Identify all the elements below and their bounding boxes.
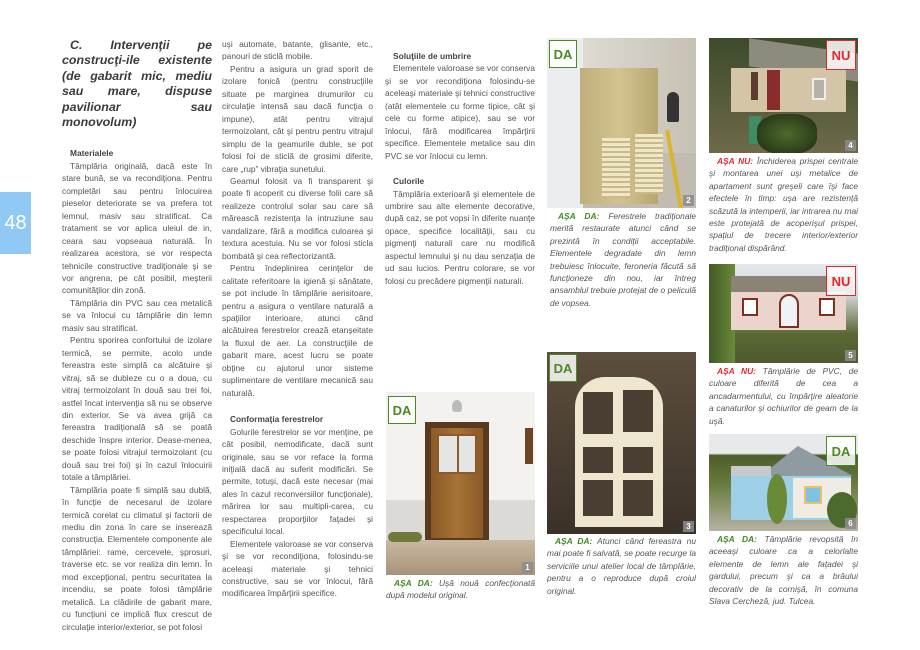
caption-label: AŞA DA: — [555, 536, 593, 546]
caption-text: Închiderea prispei centrale şi montarea unei uşi metalice de apartament sunt greşeli care îşi face efectele în timp: uşa are rezistenţă scăzută la intemperii, iar intrarea nu mai este protejată de acoperişul prispei, spaţiul de trecere interior/exterior tradiţional dispărând. — [709, 156, 858, 253]
caption-label: AŞA DA: — [717, 534, 757, 544]
paragraph: Elementele valoroase se vor conserva şi se vor recondiţiona, folosindu-se aceleaşi materiale şi tehnici constructive, sau se vor înlocui, fără modificarea împărţirii specifice. — [222, 538, 373, 599]
text-column-3 — [385, 50, 535, 287]
caption-text: Tâmplărie de PVC, de culoare diferită de cea a ancadarmentului, cu împărţire aleatorie a canaturilor şi ochiurilor de geam de la uşă. — [709, 366, 858, 426]
photo-caption-1 — [386, 577, 535, 602]
subhead-shading: Soluţiile de umbrire — [393, 51, 472, 61]
photo-number: 2 — [683, 195, 694, 206]
page-number: 48 — [4, 211, 27, 234]
caption-label: AŞA DA: — [558, 211, 600, 221]
nu-badge: NU — [826, 266, 856, 296]
photo-number: 6 — [845, 518, 856, 529]
photo-number: 5 — [845, 350, 856, 361]
nu-badge: NU — [826, 40, 856, 70]
paragraph: Geamul folosit va fi transparent şi poate fi acoperit cu diverse folii care să realizeze controlul solar sau care să mărească rezistenţa la intruziune sau vandalizare, fără a modifica culoarea şi textura acestuia. Nu se vor folosi sticla bombată şi cea reflectorizantă. — [222, 175, 373, 261]
page-number-tab — [0, 192, 31, 254]
caption-label: AŞA NU: — [717, 156, 754, 166]
paragraph: Tâmplăria din PVC sau cea metalică se va înlocui cu tâmplărie din lemn masiv sau stratificat. — [62, 297, 212, 333]
paragraph: Elementele valoroase se vor conserva şi se vor recondiţiona folosindu-se aceleaşi materiale şi tehnici constructive (atât elementele cu forme tipice, cât şi cele cu forme atipice), sau se vor înlocui, fără modificarea împărţirii specifice. Elementele metalice sau din PVC se vor înlocui cu lemn. — [385, 63, 535, 161]
photo-restored-shutters — [547, 38, 696, 208]
paragraph: Golurile ferestrelor se vor menţine, pe cât posibil, nemodificate, dacă sunt originale, sau se vor reface la forma iniţială dacă au suferit modificări. Se permite, totuşi, dacă este necesar (mai ales în cazul reconversiilor funcţionale), mărirea lor sau multipli-carea, cu respectarea proporţiilor faţadei şi specificului local. — [222, 426, 373, 537]
photo-repainted-house — [709, 434, 858, 531]
photo-caption-6 — [709, 533, 858, 607]
paragraph: Tâmplăria exterioară şi elementele de umbrire sau alte elemente decorative, după caz, se pot vopsi în diferite nuanţe opace, specifice localităţii, sau cu pigmenţi naturali care nu modifică aspectul lemnului şi nu dau senzaţia de ud sau lucios. Pentru colorare, se vor folosi cu precădere pigmenţii naturali. — [385, 188, 535, 286]
caption-text: Atunci când fereastra nu mai poate fi salvată, se poate recurge la serviciile unui atelier local de tâmplărie, pentru a o reproduce după croiul original. — [547, 536, 696, 596]
photo-caption-2 — [550, 210, 696, 309]
subhead-colors: Culorile — [393, 176, 425, 187]
photo-pvc-windows — [709, 264, 858, 363]
photo-caption-5 — [709, 365, 858, 427]
da-badge: DA — [388, 396, 416, 424]
photo-caption-3 — [547, 535, 696, 597]
da-badge: DA — [549, 40, 577, 68]
text-column-1 — [62, 38, 212, 633]
caption-text: Tâmplărie revopsită în aceeaşi culoare ca a celorlalte elemente de lemn ale faţadei şi gardului, precum şi ca a brâului decorativ de la cornişă, în comuna Slava Cercheză, jud. Tulcea. — [709, 534, 858, 607]
paragraph: Pentru sporirea confortului de izolare termică, se permite, acolo unde fereastra este simplă ca alcătuire şi vitraj, să se dubleze cu o a doua, cu vitraj termoizolant în două sau trei foi, astfel încat intervenţia să nu se observe din exterior. Se va avea grijă ca fereastra tradiţională să se poată deschide înspre interior. Dease-menea, se poate folosi vitrajul termoizolant (cu două sau trei foi) şi în cazul înlocuirii totale a tâmplăriei. — [62, 335, 212, 483]
subhead-materials: Materialele — [70, 148, 114, 159]
paragraph: Tâmplăria originală, dacă este în stare bună, se va recondiţiona. Pentru completări sau pentru înlocuirea pieselor deteriorate se va prefera tot lemnul, masiv sau stratificat. Ca tratament se vor aplica uleiul de in, ceara sau vopseaua naturală. În realizarea acestora, se vor respecta tehnicile constructive tradiţionale şi se vor angrena, pe cât posibil, meşterii comunităţilor din zonă. — [62, 160, 212, 296]
photo-reproduced-window — [547, 352, 696, 534]
text-column-2 — [222, 38, 373, 600]
subhead-conformation: Conformaţia ferestrelor — [230, 414, 324, 425]
caption-label: AŞA NU: — [717, 366, 756, 376]
paragraph: Tâmplăria poate fi simplă sau dublă, în funcţie de necesarul de izolare termică corelat cu climatul şi factorii de mediu din zona în care se inserează construcţia. Elementele componente ale tâmplăriei: rame, cercevele, şprosuri, traverse etc. se vor realiza din lemn. În mod excepţional, pentru securitatea la incendiu, se poate folosi tâmplărie metalică. La clădirile de gabarit mare, cu funcţiuni ce implică flux crescut de circulaţie interior/exterior, se pot folosi — [62, 484, 212, 632]
caption-text: Ferestrele tradiţionale merită restaurate atunci când se prezintă în condiţii acceptabile. Elementele degradate din lemn trebuiesc înlocuite, feroneria făcută să funcţioneze din nou, iar întreg ansamblul trebuie protejat de o peliculă de vopsea. — [550, 211, 697, 308]
da-badge: DA — [549, 354, 577, 382]
photo-number: 4 — [845, 140, 856, 151]
caption-label: AŞA DA: — [394, 578, 433, 588]
photo-caption-4 — [709, 155, 858, 254]
da-badge: DA — [826, 436, 856, 466]
photo-closed-porch — [709, 38, 858, 153]
paragraph: uşi automate, batante, glisante, etc., panouri de sticlă mobile. — [222, 39, 373, 62]
caption-text: Uşă nouă confecţionată după modelul original. — [386, 578, 536, 601]
photo-number: 3 — [683, 521, 694, 532]
photo-number: 1 — [522, 562, 533, 573]
photo-new-door — [386, 392, 535, 575]
paragraph: Pentru îndeplinirea cerinţelor de calitate referitoare la igienă şi sănătate, se pot include în tâmplărie aerisitoare, pentru a asigura o ventilare naturală a spaţiilor interioare, atunci când alcătuirea ferestrelor crează etanşeitate la fluxul de aer. La construcţiile de gabarit mare, acest lucru se poate obţine cu ajutorul unor sisteme suplimentare de ventilare mecanică sau naturală. — [222, 263, 373, 398]
section-title: C. Intervenţii pe construcţi-ile existente (de gabarit mic, mediu sau mare, dispuse pavilionar sau monovolum) — [62, 38, 212, 130]
paragraph: Pentru a asigura un grad sporit de izolare fonică (pentru construcţiile situate pe marginea drumurilor cu circulaţie intensă sau dacă funcţia o impune), atât pentru vitrajul termoizolant, cât şi pentru pentru vitrajul simplu de la geamurile duble, se pot folosi foi de sticlă de grosimi diferite, care „rup” vibraţia sunetului. — [222, 63, 373, 174]
